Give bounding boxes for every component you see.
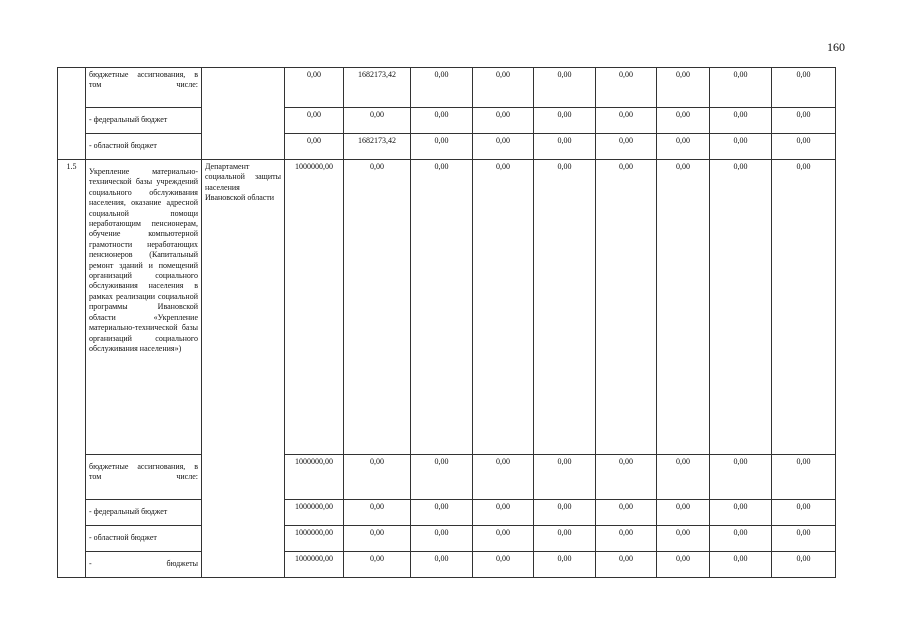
value-cell: 0,00 xyxy=(772,455,836,500)
value-cell: 0,00 xyxy=(534,68,596,108)
value-cell: 0,00 xyxy=(411,68,473,108)
value-cell: 1000000,00 xyxy=(285,160,344,455)
value-cell: 0,00 xyxy=(411,526,473,552)
value-cell: 0,00 xyxy=(710,160,772,455)
value-cell: 0,00 xyxy=(411,500,473,526)
value-cell: 0,00 xyxy=(534,108,596,134)
value-cell: 1000000,00 xyxy=(285,526,344,552)
value-cell: 0,00 xyxy=(710,68,772,108)
value-cell: 0,00 xyxy=(534,526,596,552)
value-cell: 0,00 xyxy=(344,455,411,500)
value-cell: 0,00 xyxy=(596,68,657,108)
value-cell: 0,00 xyxy=(596,552,657,578)
value-cell: 0,00 xyxy=(772,68,836,108)
value-cell: 0,00 xyxy=(657,552,710,578)
value-cell: 0,00 xyxy=(534,160,596,455)
value-cell: 0,00 xyxy=(710,134,772,160)
value-cell: 0,00 xyxy=(473,68,534,108)
row-name: - областной бюджет xyxy=(86,526,202,552)
value-cell: 0,00 xyxy=(411,455,473,500)
value-cell: 0,00 xyxy=(772,552,836,578)
value-cell: 0,00 xyxy=(657,68,710,108)
row-name: - федеральный бюджет xyxy=(86,500,202,526)
value-cell: 0,00 xyxy=(596,160,657,455)
row-executor: Департамент социальной защиты населения Ивановской области xyxy=(202,160,285,578)
value-cell: 0,00 xyxy=(285,68,344,108)
value-cell: 0,00 xyxy=(772,500,836,526)
value-cell: 0,00 xyxy=(344,108,411,134)
value-cell: 0,00 xyxy=(710,500,772,526)
value-cell: 0,00 xyxy=(344,526,411,552)
value-cell: 1000000,00 xyxy=(285,500,344,526)
value-cell: 0,00 xyxy=(473,500,534,526)
table-row xyxy=(58,160,836,455)
value-cell: 0,00 xyxy=(596,455,657,500)
value-cell: 0,00 xyxy=(657,500,710,526)
table-row xyxy=(58,68,836,108)
value-cell: 0,00 xyxy=(344,160,411,455)
row-name: - федеральный бюджет xyxy=(86,108,202,134)
value-cell: 0,00 xyxy=(710,455,772,500)
value-cell: 0,00 xyxy=(596,500,657,526)
table-row xyxy=(58,500,836,526)
value-cell: 1000000,00 xyxy=(285,552,344,578)
value-cell: 0,00 xyxy=(285,108,344,134)
row-executor xyxy=(202,68,285,160)
table-row xyxy=(58,134,836,160)
row-name: - областной бюджет xyxy=(86,134,202,160)
row-name: Укрепление материально-технической базы учреждений социального обслуживания населения, оказание адресной социальной помощи неработающим пенсионерам, обучение компьютерной грамотности неработающих пенсионеров (Капитальный ремонт зданий и помещений организаций социального обслуживания населения в рамках реализации социальной программы Ивановской области «Укрепление материально-технической базы организаций социального обслуживания населения») xyxy=(86,160,202,455)
row-name: бюджетные ассигнования, в том числе: xyxy=(86,455,202,500)
value-cell: 0,00 xyxy=(657,526,710,552)
table-row xyxy=(58,552,836,578)
value-cell: 0,00 xyxy=(710,552,772,578)
table-row xyxy=(58,455,836,500)
page-number: 160 xyxy=(827,40,845,54)
row-name-dash: - xyxy=(89,559,92,568)
value-cell: 0,00 xyxy=(473,526,534,552)
value-cell: 0,00 xyxy=(772,108,836,134)
value-cell: 1682173,42 xyxy=(344,68,411,108)
value-cell: 0,00 xyxy=(710,526,772,552)
value-cell: 0,00 xyxy=(772,526,836,552)
value-cell: 0,00 xyxy=(473,108,534,134)
value-cell: 0,00 xyxy=(344,500,411,526)
value-cell: 0,00 xyxy=(596,526,657,552)
value-cell: 0,00 xyxy=(710,108,772,134)
value-cell: 0,00 xyxy=(411,134,473,160)
value-cell: 1000000,00 xyxy=(285,455,344,500)
value-cell: 0,00 xyxy=(657,134,710,160)
value-cell: 0,00 xyxy=(534,500,596,526)
row-index xyxy=(58,68,86,160)
value-cell: 0,00 xyxy=(657,160,710,455)
value-cell: 0,00 xyxy=(473,160,534,455)
value-cell: 0,00 xyxy=(344,552,411,578)
row-name-text: бюджеты xyxy=(166,559,198,568)
value-cell: 0,00 xyxy=(596,108,657,134)
table-row xyxy=(58,526,836,552)
value-cell: 0,00 xyxy=(534,552,596,578)
value-cell: 0,00 xyxy=(411,552,473,578)
value-cell: 1682173,42 xyxy=(344,134,411,160)
value-cell: 0,00 xyxy=(473,134,534,160)
value-cell: 0,00 xyxy=(772,134,836,160)
row-name: бюджетные ассигнования, в том числе: xyxy=(86,68,202,108)
value-cell: 0,00 xyxy=(473,455,534,500)
value-cell: 0,00 xyxy=(534,455,596,500)
value-cell: 0,00 xyxy=(534,134,596,160)
value-cell: 0,00 xyxy=(596,134,657,160)
value-cell: 0,00 xyxy=(657,108,710,134)
row-index: 1.5 xyxy=(58,160,86,578)
budget-table xyxy=(57,67,836,578)
table-row xyxy=(58,108,836,134)
value-cell: 0,00 xyxy=(657,455,710,500)
value-cell: 0,00 xyxy=(411,108,473,134)
value-cell: 0,00 xyxy=(411,160,473,455)
value-cell: 0,00 xyxy=(772,160,836,455)
row-name xyxy=(86,552,202,578)
value-cell: 0,00 xyxy=(473,552,534,578)
value-cell: 0,00 xyxy=(285,134,344,160)
